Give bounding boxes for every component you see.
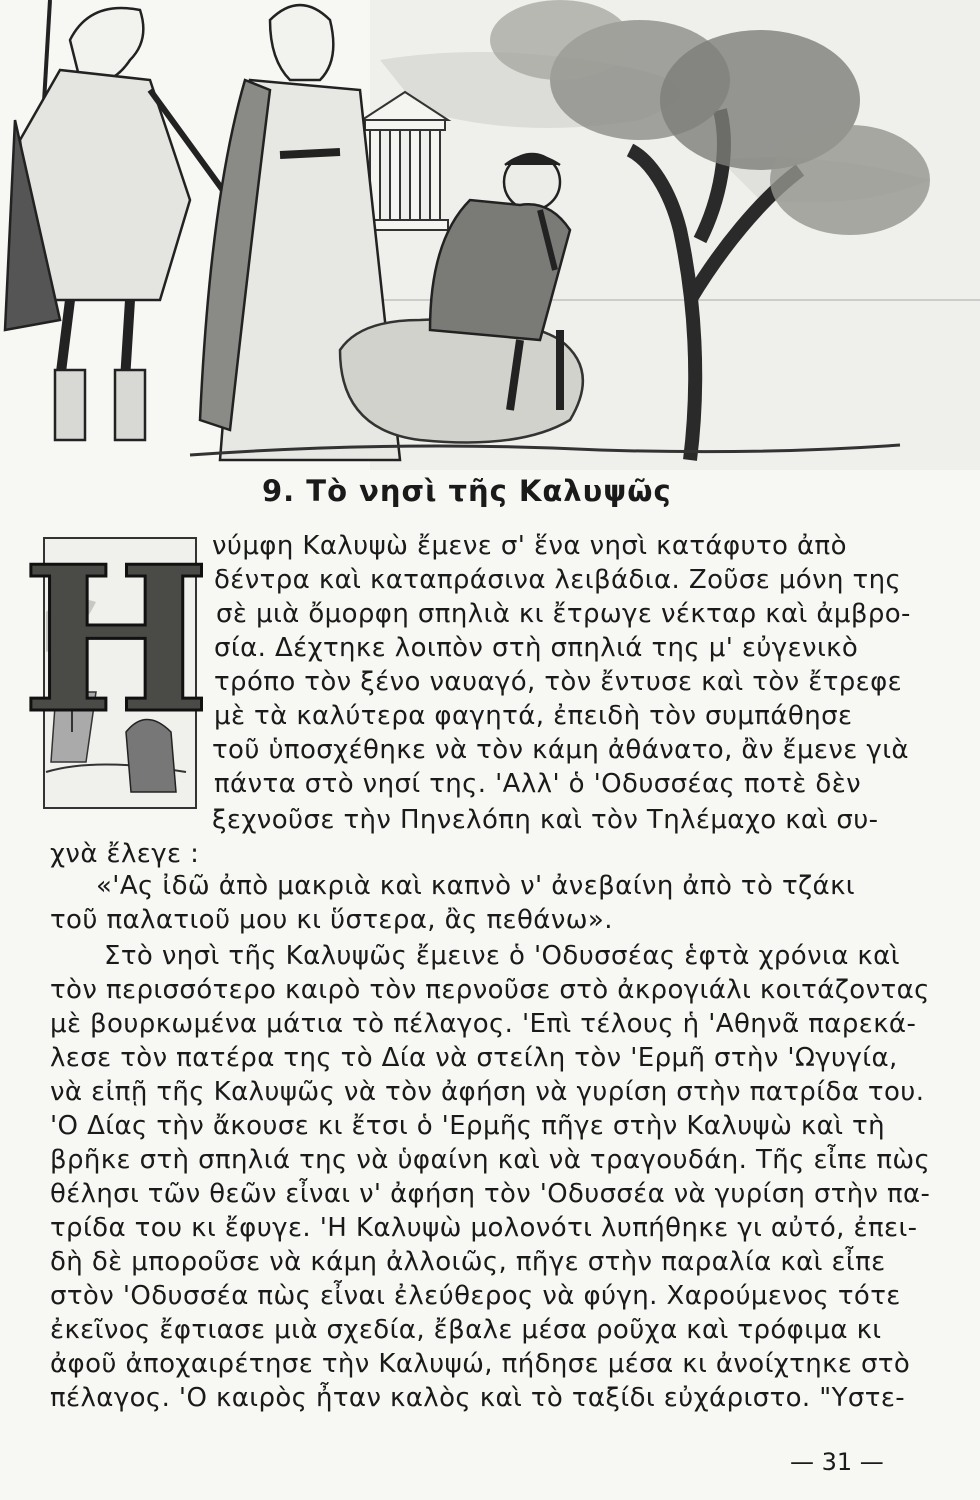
text-line: πάντα στὸ νησί της. 'Αλλ' ὁ 'Οδυσσέας ποτὲ δὲν — [214, 769, 862, 799]
dropcap-letter: Η — [21, 523, 211, 758]
text-line: ξεχνοῦσε τὴν Πηνελόπη καὶ τὸν Τηλέμαχο καὶ συ- — [212, 805, 879, 835]
text-line: «'Ας ἰδῶ ἀπὸ μακριὰ καὶ καπνὸ ν' ἀνεβαίνη ἀπὸ τὸ τζάκι — [96, 871, 856, 901]
header-illustration — [0, 0, 980, 470]
text-line: μὲ βουρκωμένα μάτια τὸ πέλαγος. 'Επὶ τέλους ἡ 'Αθηνᾶ παρεκά- — [50, 1009, 917, 1039]
rock — [340, 319, 583, 442]
text-line: τρόπο τὸν ξένο ναυαγό, τὸν ἔντυσε καὶ τὸν ἔτρεφε — [214, 667, 903, 697]
text-line: στὸν 'Οδυσσέα πὼς εἶναι ἐλεύθερος νὰ φύγη. Χαρούμενος τότε — [50, 1281, 901, 1311]
text-line: δὴ δὲ μποροῦσε νὰ κάμη ἀλλοιῶς, πῆγε στὴν παραλία καὶ εἶπε — [50, 1247, 886, 1277]
text-line: θέλησι τῶν θεῶν εἶναι ν' ἀφήση τὸν 'Οδυσσέα νὰ γυρίση στὴν πα- — [50, 1179, 931, 1209]
text-line: σὲ μιὰ ὄμορφη σπηλιὰ κι ἔτρωγε νέκταρ καὶ ἀμβρο- — [216, 599, 911, 629]
text-line: τρίδα του κι ἔφυγε. 'Η Καλυψὼ μολονότι λυπήθηκε γι αὐτό, ἐπει- — [50, 1213, 918, 1243]
text-line: χνὰ ἔλεγε : — [50, 839, 200, 869]
dropcap-illustration — [21, 523, 211, 814]
text-line: βρῆκε στὴ σπηλιά της νὰ ὑφαίνη καὶ νὰ τραγουδάη. Τῆς εἶπε πὼς — [50, 1145, 931, 1175]
text-line: ἀφοῦ ἀποχαιρέτησε τὴν Καλυψώ, πήδησε μέσα κι ἀνοίχτηκε στὸ — [50, 1349, 911, 1379]
text-line: τοῦ παλατιοῦ μου κι ὕστερα, ἂς πεθάνω». — [50, 905, 613, 935]
text-line: νύμφη Καλυψὼ ἔμενε σ' ἕνα νησὶ κατάφυτο ἀπὸ — [212, 531, 847, 561]
text-line: σία. Δέχτηκε λοιπὸν στὴ σπηλιά της μ' εὐγενικὸ — [214, 633, 859, 663]
text-line: Στὸ νησὶ τῆς Καλυψῶς ἔμεινε ὁ 'Οδυσσέας ἑφτὰ χρόνια καὶ — [104, 941, 900, 971]
text-line: τὸν περισσότερο καιρὸ τὸν περνοῦσε στὸ ἀκρογιάλι κοιτάζοντας — [50, 975, 930, 1005]
text-line: δέντρα καὶ καταπράσινα λειβάδια. Ζοῦσε μόνη της — [214, 565, 902, 595]
text-line: τοῦ ὑποσχέθηκε νὰ τὸν κάμη ἀθάνατο, ἂν ἔμενε γιὰ — [212, 735, 909, 765]
text-line: μὲ τὰ καλύτερα φαγητά, ἐπειδὴ τὸν συμπάθησε — [214, 701, 853, 731]
text-line: λεσε τὸν πατέρα της τὸ Δία νὰ στείλη τὸν 'Ερμῆ στὴν 'Ωγυγία, — [50, 1043, 898, 1073]
text-line: ἐκεῖνος ἔφτιασε μιὰ σχεδία, ἔβαλε μέσα ροῦχα καὶ τρόφιμα κι — [50, 1315, 882, 1345]
text-line: 'Ο Δίας τὴν ἄκουσε κι ἔτσι ὁ 'Ερμῆς πῆγε στὴν Καλυψὼ καὶ τὴ — [50, 1111, 885, 1141]
text-line: νὰ εἰπῇ τῆς Καλυψῶς νὰ τὸν ἀφήση νὰ γυρίση στὴν πατρίδα του. — [50, 1077, 925, 1107]
text-line: πέλαγος. 'Ο καιρὸς ἦταν καλὸς καὶ τὸ ταξίδι εὐχάριστο. "Υστε- — [50, 1383, 906, 1413]
page-number: — 31 — — [790, 1448, 884, 1476]
chapter-title: 9. Τὸ νησὶ τῆς Καλυψῶς — [262, 474, 672, 508]
